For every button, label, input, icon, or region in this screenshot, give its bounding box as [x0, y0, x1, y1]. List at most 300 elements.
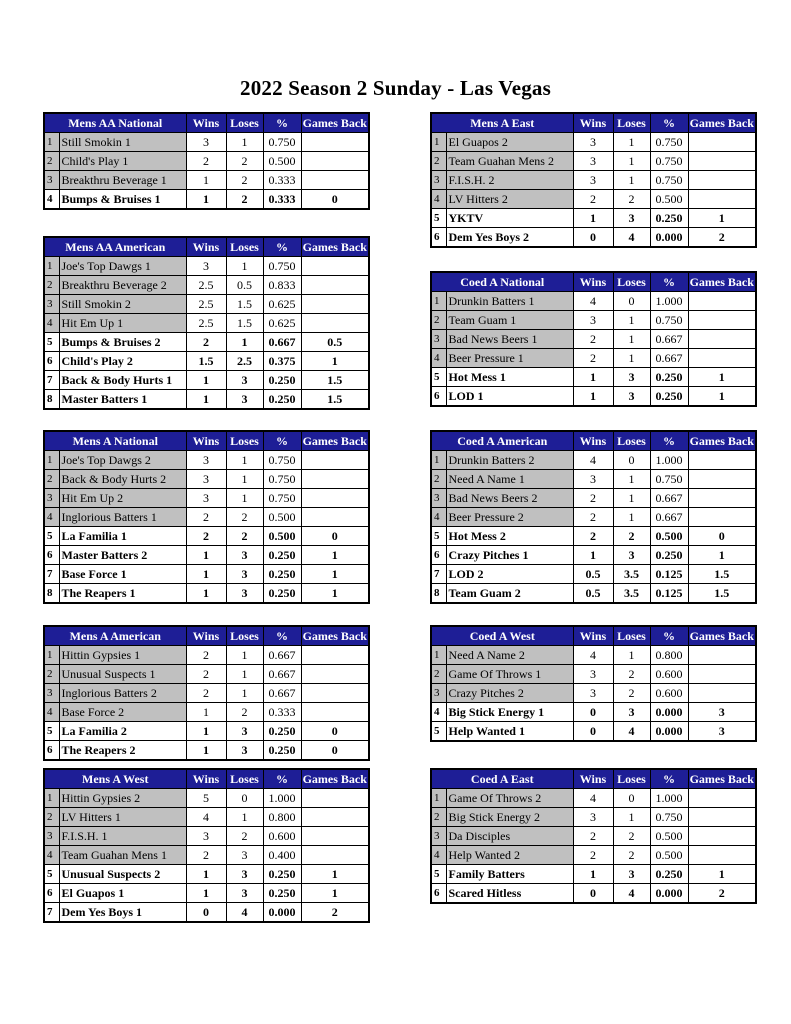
header-row [44, 237, 369, 257]
rank-cell: 1 [44, 789, 59, 808]
rank-cell: 2 [431, 152, 446, 171]
wins-cell: 4 [573, 451, 613, 470]
header-row [44, 431, 369, 451]
rank-cell: 6 [44, 546, 59, 565]
column-header: Games Back [301, 769, 369, 789]
loses-cell: 2 [226, 171, 263, 190]
games-back-cell: 1.5 [301, 371, 369, 390]
rank-cell: 2 [431, 311, 446, 330]
column-header: % [263, 113, 301, 133]
team-name-cell: Master Batters 2 [59, 546, 186, 565]
games-back-cell [301, 665, 369, 684]
games-back-cell: 1 [688, 368, 756, 387]
team-name-cell: Hit Em Up 2 [59, 489, 186, 508]
rank-cell: 7 [431, 565, 446, 584]
team-name-cell: Master Batters 1 [59, 390, 186, 410]
standings-table [430, 430, 757, 604]
rank-cell: 3 [431, 330, 446, 349]
games-back-cell: 0 [301, 527, 369, 546]
rank-cell: 6 [431, 884, 446, 904]
team-name-cell: Big Stick Energy 2 [446, 808, 573, 827]
loses-cell: 3.5 [613, 565, 650, 584]
column-header: Wins [186, 431, 226, 451]
pct-cell: 0.667 [263, 665, 301, 684]
pct-cell: 1.000 [650, 789, 688, 808]
column-header: Wins [186, 626, 226, 646]
team-name-cell: LOD 2 [446, 565, 573, 584]
team-name-cell: Back & Body Hurts 1 [59, 371, 186, 390]
rank-cell: 5 [44, 333, 59, 352]
team-name-cell: Da Disciples [446, 827, 573, 846]
pct-cell: 0.667 [263, 684, 301, 703]
games-back-cell [301, 684, 369, 703]
team-row [44, 846, 369, 865]
team-row [431, 489, 756, 508]
team-name-cell: Breakthru Beverage 2 [59, 276, 186, 295]
pct-cell: 0.600 [263, 827, 301, 846]
team-row [44, 865, 369, 884]
games-back-cell [688, 808, 756, 827]
loses-cell: 3 [226, 371, 263, 390]
pct-cell: 0.750 [650, 808, 688, 827]
rank-cell: 5 [44, 865, 59, 884]
pct-cell: 0.250 [263, 584, 301, 604]
games-back-cell: 0.5 [301, 333, 369, 352]
rank-cell: 3 [431, 827, 446, 846]
rank-cell: 2 [44, 470, 59, 489]
rank-cell: 1 [431, 292, 446, 311]
team-name-cell: LOD 1 [446, 387, 573, 407]
pct-cell: 0.000 [650, 884, 688, 904]
pct-cell: 1.000 [650, 292, 688, 311]
column-header: Games Back [301, 626, 369, 646]
rank-cell: 6 [44, 884, 59, 903]
column-header: % [263, 237, 301, 257]
team-name-cell: LV Hitters 2 [446, 190, 573, 209]
wins-cell: 3 [573, 152, 613, 171]
pct-cell: 0.500 [650, 527, 688, 546]
wins-cell: 2 [573, 527, 613, 546]
column-header: Wins [573, 769, 613, 789]
team-row [44, 722, 369, 741]
wins-cell: 2 [186, 646, 226, 665]
team-name-cell: YKTV [446, 209, 573, 228]
pct-cell: 0.667 [650, 349, 688, 368]
pct-cell: 0.625 [263, 295, 301, 314]
loses-cell: 1 [613, 133, 650, 152]
team-row [44, 565, 369, 584]
pct-cell: 0.500 [263, 527, 301, 546]
games-back-cell: 0 [301, 741, 369, 761]
team-name-cell: Hot Mess 1 [446, 368, 573, 387]
games-back-cell: 1 [688, 865, 756, 884]
team-row [44, 257, 369, 276]
rank-cell: 2 [44, 152, 59, 171]
games-back-cell [688, 646, 756, 665]
team-row [44, 371, 369, 390]
pct-cell: 0.600 [650, 684, 688, 703]
standings-table [43, 625, 370, 761]
column-header: Games Back [688, 272, 756, 292]
games-back-cell: 1 [301, 352, 369, 371]
wins-cell: 2.5 [186, 276, 226, 295]
team-name-cell: La Familia 1 [59, 527, 186, 546]
games-back-cell [688, 311, 756, 330]
standings-table [43, 768, 370, 923]
rank-cell: 4 [44, 846, 59, 865]
loses-cell: 2 [613, 684, 650, 703]
games-back-cell: 1.5 [688, 584, 756, 604]
wins-cell: 3 [573, 133, 613, 152]
team-row [431, 665, 756, 684]
loses-cell: 2 [226, 508, 263, 527]
team-row [44, 152, 369, 171]
wins-cell: 1 [186, 865, 226, 884]
rank-cell: 1 [431, 789, 446, 808]
loses-cell: 0 [613, 451, 650, 470]
division-title: Mens AA American [44, 237, 186, 257]
team-name-cell: Drunkin Batters 2 [446, 451, 573, 470]
team-name-cell: Game Of Throws 2 [446, 789, 573, 808]
wins-cell: 2 [573, 827, 613, 846]
team-row [44, 665, 369, 684]
loses-cell: 0 [613, 789, 650, 808]
loses-cell: 1 [613, 470, 650, 489]
wins-cell: 0 [573, 722, 613, 742]
loses-cell: 3 [226, 884, 263, 903]
wins-cell: 0 [573, 884, 613, 904]
team-name-cell: Beer Pressure 1 [446, 349, 573, 368]
division-title: Mens AA National [44, 113, 186, 133]
team-row [431, 311, 756, 330]
wins-cell: 1.5 [186, 352, 226, 371]
wins-cell: 1 [186, 584, 226, 604]
wins-cell: 4 [573, 789, 613, 808]
division-title: Coed A American [431, 431, 573, 451]
loses-cell: 2 [613, 665, 650, 684]
loses-cell: 1 [226, 333, 263, 352]
rank-cell: 8 [44, 584, 59, 604]
loses-cell: 3 [613, 209, 650, 228]
team-name-cell: Need A Name 2 [446, 646, 573, 665]
team-name-cell: Dem Yes Boys 2 [446, 228, 573, 248]
column-header: % [263, 431, 301, 451]
games-back-cell [301, 295, 369, 314]
team-row [431, 368, 756, 387]
games-back-cell [688, 489, 756, 508]
team-row [44, 133, 369, 152]
team-row [44, 314, 369, 333]
column-header: Games Back [688, 626, 756, 646]
loses-cell: 0 [226, 789, 263, 808]
rank-cell: 1 [44, 133, 59, 152]
wins-cell: 5 [186, 789, 226, 808]
team-row [44, 295, 369, 314]
pct-cell: 0.600 [650, 665, 688, 684]
team-row [431, 152, 756, 171]
loses-cell: 1 [226, 808, 263, 827]
pct-cell: 0.750 [650, 171, 688, 190]
rank-cell: 4 [431, 349, 446, 368]
team-row [431, 808, 756, 827]
header-row [431, 626, 756, 646]
wins-cell: 3 [573, 665, 613, 684]
loses-cell: 1 [613, 508, 650, 527]
wins-cell: 1 [186, 884, 226, 903]
games-back-cell: 2 [688, 884, 756, 904]
pct-cell: 0.667 [263, 646, 301, 665]
rank-cell: 8 [431, 584, 446, 604]
rank-cell: 1 [431, 133, 446, 152]
column-header: % [650, 431, 688, 451]
pct-cell: 1.000 [650, 451, 688, 470]
games-back-cell [301, 451, 369, 470]
games-back-cell [301, 489, 369, 508]
games-back-cell [688, 827, 756, 846]
rank-cell: 5 [431, 209, 446, 228]
team-name-cell: Drunkin Batters 1 [446, 292, 573, 311]
team-row [431, 228, 756, 248]
standings-table-mens-a-american [43, 625, 370, 761]
column-header: Wins [573, 431, 613, 451]
loses-cell: 3 [226, 722, 263, 741]
division-title: Mens A West [44, 769, 186, 789]
wins-cell: 2 [573, 489, 613, 508]
wins-cell: 2 [186, 508, 226, 527]
rank-cell: 3 [44, 171, 59, 190]
rank-cell: 2 [431, 808, 446, 827]
games-back-cell: 2 [688, 228, 756, 248]
wins-cell: 2 [573, 190, 613, 209]
pct-cell: 0.500 [650, 190, 688, 209]
team-row [44, 276, 369, 295]
games-back-cell: 1 [301, 584, 369, 604]
wins-cell: 3 [573, 684, 613, 703]
division-title: Coed A West [431, 626, 573, 646]
team-row [431, 703, 756, 722]
column-header: Loses [613, 113, 650, 133]
pct-cell: 0.250 [263, 546, 301, 565]
games-back-cell: 3 [688, 722, 756, 742]
wins-cell: 1 [186, 565, 226, 584]
team-row [431, 827, 756, 846]
wins-cell: 2 [186, 665, 226, 684]
rank-cell: 7 [44, 565, 59, 584]
rank-cell: 3 [431, 171, 446, 190]
rank-cell: 3 [44, 684, 59, 703]
rank-cell: 5 [431, 722, 446, 742]
pct-cell: 0.250 [263, 390, 301, 410]
division-title: Mens A American [44, 626, 186, 646]
wins-cell: 3 [573, 808, 613, 827]
team-name-cell: Big Stick Energy 1 [446, 703, 573, 722]
page-title: 2022 Season 2 Sunday - Las Vegas [240, 76, 551, 101]
team-row [431, 349, 756, 368]
loses-cell: 1 [226, 451, 263, 470]
pct-cell: 0.667 [263, 333, 301, 352]
team-row [431, 565, 756, 584]
standings-table-mens-a-east [430, 112, 757, 248]
games-back-cell [688, 789, 756, 808]
team-name-cell: Bad News Beers 1 [446, 330, 573, 349]
rank-cell: 6 [431, 387, 446, 407]
header-row [431, 431, 756, 451]
team-row [44, 903, 369, 923]
column-header: Loses [613, 272, 650, 292]
team-name-cell: Still Smokin 2 [59, 295, 186, 314]
team-name-cell: Scared Hitless [446, 884, 573, 904]
games-back-cell [301, 508, 369, 527]
pct-cell: 0.833 [263, 276, 301, 295]
wins-cell: 1 [186, 371, 226, 390]
team-row [431, 133, 756, 152]
pct-cell: 0.667 [650, 489, 688, 508]
games-back-cell: 1 [301, 884, 369, 903]
loses-cell: 1.5 [226, 295, 263, 314]
rank-cell: 4 [44, 314, 59, 333]
team-row [431, 584, 756, 604]
rank-cell: 6 [431, 228, 446, 248]
team-name-cell: La Familia 2 [59, 722, 186, 741]
games-back-cell [301, 703, 369, 722]
pct-cell: 0.333 [263, 190, 301, 210]
team-row [431, 470, 756, 489]
wins-cell: 4 [186, 808, 226, 827]
wins-cell: 2 [573, 846, 613, 865]
team-name-cell: El Guapos 2 [446, 133, 573, 152]
pct-cell: 0.000 [650, 722, 688, 742]
team-row [44, 470, 369, 489]
rank-cell: 1 [431, 646, 446, 665]
column-header: Games Back [301, 431, 369, 451]
wins-cell: 2 [186, 684, 226, 703]
pct-cell: 0.750 [263, 470, 301, 489]
team-name-cell: Hittin Gypsies 1 [59, 646, 186, 665]
rank-cell: 5 [44, 527, 59, 546]
games-back-cell [688, 451, 756, 470]
rank-cell: 4 [431, 846, 446, 865]
team-row [44, 684, 369, 703]
team-name-cell: Still Smokin 1 [59, 133, 186, 152]
loses-cell: 4 [226, 903, 263, 923]
standings-table [43, 112, 370, 210]
pct-cell: 0.750 [650, 152, 688, 171]
loses-cell: 2 [613, 190, 650, 209]
team-row [44, 489, 369, 508]
loses-cell: 2 [613, 827, 650, 846]
team-row [431, 190, 756, 209]
rank-cell: 2 [44, 808, 59, 827]
wins-cell: 1 [573, 209, 613, 228]
team-name-cell: Back & Body Hurts 2 [59, 470, 186, 489]
pct-cell: 0.750 [263, 133, 301, 152]
team-row [431, 789, 756, 808]
games-back-cell [688, 330, 756, 349]
team-name-cell: F.I.S.H. 2 [446, 171, 573, 190]
loses-cell: 3 [613, 865, 650, 884]
standings-table-coed-a-american [430, 430, 757, 604]
games-back-cell [301, 846, 369, 865]
games-back-cell [301, 827, 369, 846]
pct-cell: 0.800 [263, 808, 301, 827]
loses-cell: 0 [613, 292, 650, 311]
standings-table [430, 271, 757, 407]
column-header: % [263, 769, 301, 789]
pct-cell: 0.250 [263, 565, 301, 584]
games-back-cell: 2 [301, 903, 369, 923]
team-name-cell: Hittin Gypsies 2 [59, 789, 186, 808]
loses-cell: 3 [613, 703, 650, 722]
team-row [44, 527, 369, 546]
column-header: Games Back [688, 431, 756, 451]
team-row [431, 508, 756, 527]
wins-cell: 0.5 [573, 584, 613, 604]
wins-cell: 2 [186, 846, 226, 865]
team-name-cell: Dem Yes Boys 1 [59, 903, 186, 923]
header-row [44, 113, 369, 133]
rank-cell: 4 [44, 190, 59, 210]
standings-table-coed-a-national [430, 271, 757, 407]
team-name-cell: Family Batters [446, 865, 573, 884]
team-row [431, 684, 756, 703]
division-title: Mens A East [431, 113, 573, 133]
standings-table-mens-aa-american [43, 236, 370, 410]
team-name-cell: Joe's Top Dawgs 2 [59, 451, 186, 470]
team-row [431, 387, 756, 407]
pct-cell: 0.500 [650, 846, 688, 865]
loses-cell: 1 [613, 646, 650, 665]
division-title: Mens A National [44, 431, 186, 451]
column-header: Loses [613, 626, 650, 646]
rank-cell: 4 [44, 508, 59, 527]
games-back-cell [688, 152, 756, 171]
standings-table [430, 112, 757, 248]
wins-cell: 4 [573, 292, 613, 311]
team-name-cell: Base Force 2 [59, 703, 186, 722]
loses-cell: 2 [226, 190, 263, 210]
loses-cell: 3 [226, 865, 263, 884]
wins-cell: 2.5 [186, 295, 226, 314]
team-row [44, 789, 369, 808]
loses-cell: 1 [226, 684, 263, 703]
column-header: Wins [186, 237, 226, 257]
team-row [431, 209, 756, 228]
wins-cell: 1 [186, 722, 226, 741]
team-row [44, 508, 369, 527]
team-name-cell: Base Force 1 [59, 565, 186, 584]
standings-table [43, 236, 370, 410]
loses-cell: 3.5 [613, 584, 650, 604]
team-name-cell: Inglorious Batters 2 [59, 684, 186, 703]
loses-cell: 4 [613, 722, 650, 742]
games-back-cell [688, 508, 756, 527]
rank-cell: 1 [431, 451, 446, 470]
team-name-cell: Hot Mess 2 [446, 527, 573, 546]
wins-cell: 1 [186, 390, 226, 410]
rank-cell: 6 [44, 352, 59, 371]
rank-cell: 5 [431, 527, 446, 546]
column-header: Wins [573, 272, 613, 292]
team-name-cell: Inglorious Batters 1 [59, 508, 186, 527]
loses-cell: 1 [226, 489, 263, 508]
wins-cell: 2 [573, 349, 613, 368]
pct-cell: 0.250 [650, 387, 688, 407]
rank-cell: 2 [44, 665, 59, 684]
standings-table-mens-a-national [43, 430, 370, 604]
loses-cell: 1 [613, 171, 650, 190]
wins-cell: 1 [186, 190, 226, 210]
division-title: Coed A National [431, 272, 573, 292]
